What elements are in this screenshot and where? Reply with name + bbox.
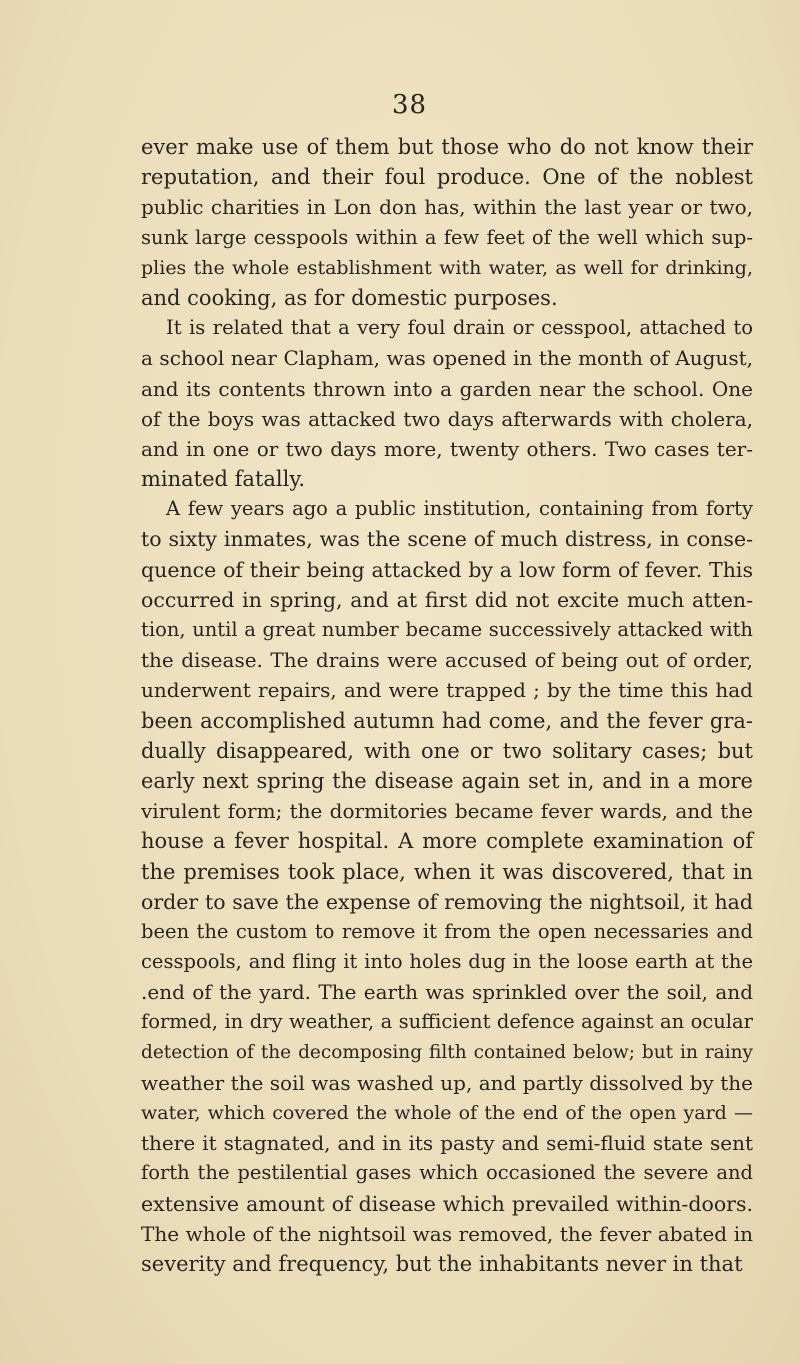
text-line: public charities in Lon don has, within the last year or two, (141, 195, 753, 220)
text-line: forth the pestilential gases which occasioned the severe and (141, 1161, 753, 1185)
text-line: reputation, and their foul produce. One of the noblest (141, 165, 753, 190)
text-line: virulent form; the dormitories became fever wards, and the (141, 799, 753, 824)
text-line: and cooking, as for domestic purposes. (141, 285, 558, 310)
text-line: to sixty inmates, was the scene of much distress, in conse- (141, 527, 753, 552)
text-line: It is related that a very foul drain or cesspool, attached to (166, 316, 753, 340)
text-line: water, which covered the whole of the end of the open yard — (141, 1102, 753, 1124)
text-line: extensive amount of disease which prevailed within-doors. (141, 1191, 753, 1216)
text-line: A few years ago a public institution, containing from forty (166, 497, 753, 521)
text-line: weather the soil was washed up, and partly dissolved by the (141, 1070, 753, 1095)
text-line: early next spring the disease again set in, and in a more (141, 768, 753, 793)
text-line: dually disappeared, with one or two solitary cases; but (141, 738, 753, 763)
text-line: of the boys was attacked two days afterwards with cholera, (141, 406, 753, 431)
text-line: tion, until a great number became successively attacked with (141, 618, 753, 641)
text-line: been the custom to remove it from the open necessaries and (141, 919, 753, 943)
text-line: and its contents thrown into a garden near the school. One (141, 376, 753, 401)
text-line: ever make use of them but those who do not know their (141, 135, 753, 159)
text-line: underwent repairs, and were trapped ; by the time this had (141, 678, 753, 703)
text-line: .end of the yard. The earth was sprinkled over the soil, and (141, 980, 753, 1005)
body-text (141, 132, 753, 1279)
text-line: severity and frequency, but the inhabitants never in that (141, 1251, 743, 1276)
text-line: order to save the expense of removing the nightsoil, it had (141, 889, 753, 914)
text-line: occurred in spring, and at first did not excite much atten- (141, 587, 753, 612)
text-line: been accomplished autumn had come, and the fever gra- (141, 708, 753, 733)
text-line: the disease. The drains were accused of being out of order, (141, 648, 753, 673)
text-line: a school near Clapham, was opened in the month of August, (141, 346, 753, 371)
text-line: detection of the decomposing filth contained below; but in rainy (141, 1041, 753, 1063)
page-number: 38 (392, 90, 428, 120)
text-line: there it stagnated, and in its pasty and semi-fluid state sent (141, 1131, 753, 1156)
text-line: quence of their being attacked by a low form of fever. This (141, 557, 753, 582)
text-line: and in one or two days more, twenty others. Two cases ter- (141, 436, 753, 461)
text-line: house a fever hospital. A more complete examination of (141, 829, 753, 854)
text-line: cesspools, and fling it into holes dug in the loose earth at the (141, 950, 753, 974)
text-line: minated fatally. (141, 467, 306, 492)
text-line: plies the whole establishment with water, as well for drinking, (141, 256, 753, 279)
text-line: the premises took place, when it was discovered, that in (141, 859, 753, 884)
text-line: The whole of the nightsoil was removed, the fever abated in (141, 1221, 753, 1246)
text-line: formed, in dry weather, a sufficient defence against an ocular (141, 1010, 753, 1034)
text-line: sunk large cesspools within a few feet of the well which sup- (141, 225, 753, 249)
